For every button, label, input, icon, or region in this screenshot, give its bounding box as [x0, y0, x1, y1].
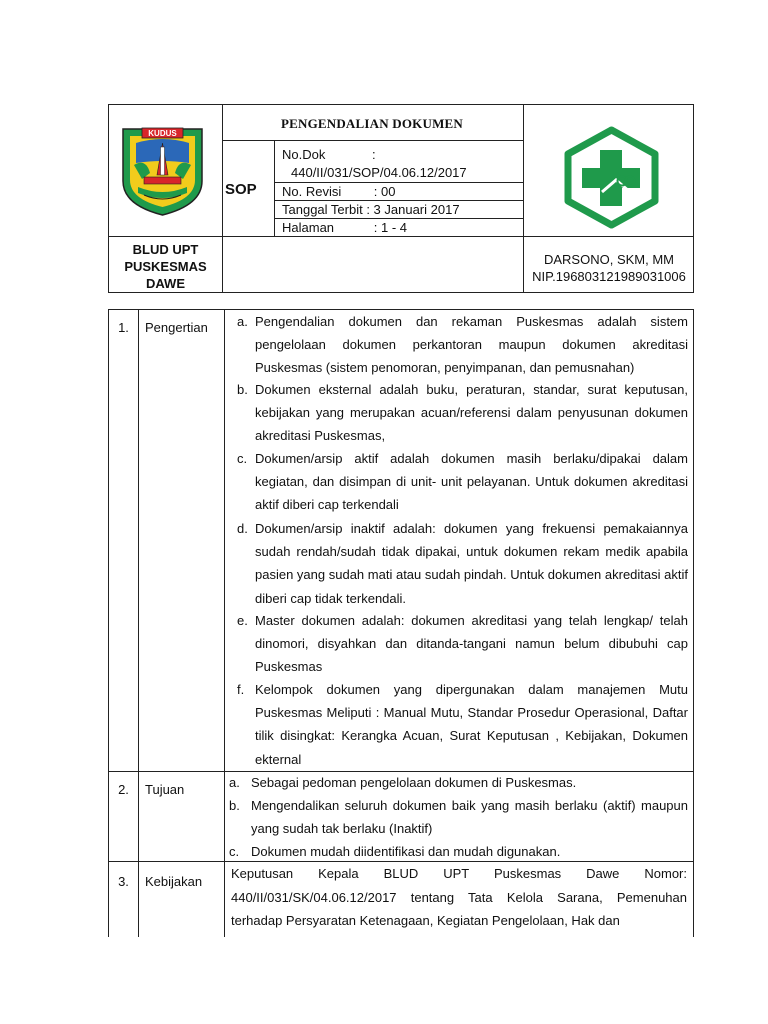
org-line: PUSKESMAS — [124, 259, 207, 274]
puskesmas-logo — [560, 126, 663, 229]
list-item — [227, 447, 688, 517]
signer-block — [523, 251, 695, 285]
signer-name: DARSONO, SKM, MM — [543, 252, 674, 267]
org-line: DAWE — [146, 276, 185, 291]
list-text: Dokumen/arsip inaktif adalah: dokumen yang frekuensi pemakaiannya sudah rendah/sudah tidak dipakai, untuk dokumen rekam medik apabila pasien yang sudah mati atau sudah pindah. Untuk dokumen akreditasi aktif diberi cap tidak terkendali. — [255, 521, 688, 606]
list-text: Master dokumen adalah: dokumen akreditasi yang telah lengkap/ telah dinomori, disyahkan dan ditanda-tangani namun belum dibubuhi cap Puskesmas — [255, 613, 688, 675]
list-item — [227, 678, 688, 771]
list-item — [227, 840, 688, 863]
list-item — [227, 794, 688, 840]
list-marker: e. — [237, 613, 248, 628]
list-item — [227, 517, 688, 610]
signer-nip: NIP.196803121989031006 — [532, 269, 686, 284]
header-divider — [274, 200, 523, 201]
header-divider — [274, 140, 275, 236]
column-divider — [138, 310, 139, 937]
list-marker: b. — [229, 798, 240, 813]
list-text: Dokumen mudah diidentifikasi dan mudah digunakan. — [251, 844, 561, 859]
list-text: Dokumen/arsip aktif adalah dokumen masih berlaku/dipakai dalam kegiatan, dan disimpan di unit- unit pelayanan. Untuk dokumen akreditasi aktif diberi cap terkendali — [255, 451, 688, 513]
list-marker: a. — [237, 314, 248, 329]
header-divider — [222, 105, 223, 292]
list-marker: c. — [237, 451, 248, 466]
list-text: Sebagai pedoman pengelolaan dokumen di Puskesmas. — [251, 775, 577, 790]
section-number: 1. — [118, 320, 129, 335]
halaman: Halaman : 1 - 4 — [282, 220, 407, 235]
no-dok-colon: : — [372, 147, 376, 162]
header-divider — [274, 182, 523, 183]
list-marker: a. — [229, 775, 240, 790]
tanggal-terbit: Tanggal Terbit : 3 Januari 2017 — [282, 202, 460, 217]
org-line: BLUD UPT — [132, 242, 199, 257]
list-text: Mengendalikan seluruh dokumen baik yang masih berlaku (aktif) maupun yang sudah tak berlaku (Inaktif) — [251, 798, 688, 837]
list-text: Kelompok dokumen yang dipergunakan dalam manajemen Mutu Puskesmas Meliputi : Manual Mutu, Standar Prosedur Operasional, Daftar tilik disingkat: Kerangka Acuan, Surat Keputusan , Kebijakan, Dokumen ekternal — [255, 682, 688, 767]
organization-name — [109, 241, 222, 292]
column-divider — [224, 310, 225, 937]
header-divider — [109, 236, 694, 237]
kudus-regency-logo — [120, 123, 205, 218]
section-number: 2. — [118, 782, 129, 797]
sop-content-table — [108, 309, 694, 937]
list-text: Pengendalian dokumen dan rekaman Puskesmas adalah sistem pengelolaan dokumen perkantoran maupun dokumen akreditasi Puskesmas (sistem penomoran, penyimpanan, dan pemusnahan) — [255, 314, 688, 376]
list-marker: b. — [237, 382, 248, 397]
list-item — [227, 771, 688, 794]
list-item — [227, 310, 688, 380]
section-label: Pengertian — [145, 320, 208, 335]
logo-text: KUDUS — [148, 129, 177, 138]
policy-text: Keputusan Kepala BLUD UPT Puskesmas Dawe Nomor: 440/II/031/SK/04.06.12/2017 tentang Tata Kelola Sarana, Pemenuhan terhadap Persyaratan Ketenagaan, Kegiatan Pengelolaan, Hak dan — [231, 866, 687, 929]
document-title: PENGENDALIAN DOKUMEN — [280, 116, 464, 131]
sop-header-table — [108, 104, 694, 293]
list-text: Dokumen eksternal adalah buku, peraturan, standar, surat keputusan, kebijakan yang merupakan acuan/referensi dalam penyusunan dokumen akreditasi Puskesmas, — [255, 382, 688, 444]
list-marker: c. — [229, 844, 240, 859]
section-number: 3. — [118, 874, 129, 889]
sop-label: SOP — [225, 181, 257, 198]
no-dok-value: 440/II/031/SOP/04.06.12/2017 — [291, 165, 467, 180]
policy-paragraph — [227, 862, 687, 933]
list-item — [227, 609, 688, 679]
no-dok-label: No.Dok — [282, 147, 326, 162]
list-item — [227, 378, 688, 448]
list-marker: d. — [237, 521, 248, 536]
section-label: Tujuan — [145, 782, 185, 797]
section-label: Kebijakan — [145, 874, 203, 889]
header-divider — [274, 218, 523, 219]
header-divider — [222, 140, 523, 141]
list-marker: f. — [237, 682, 245, 697]
no-revisi: No. Revisi : 00 — [282, 184, 396, 199]
